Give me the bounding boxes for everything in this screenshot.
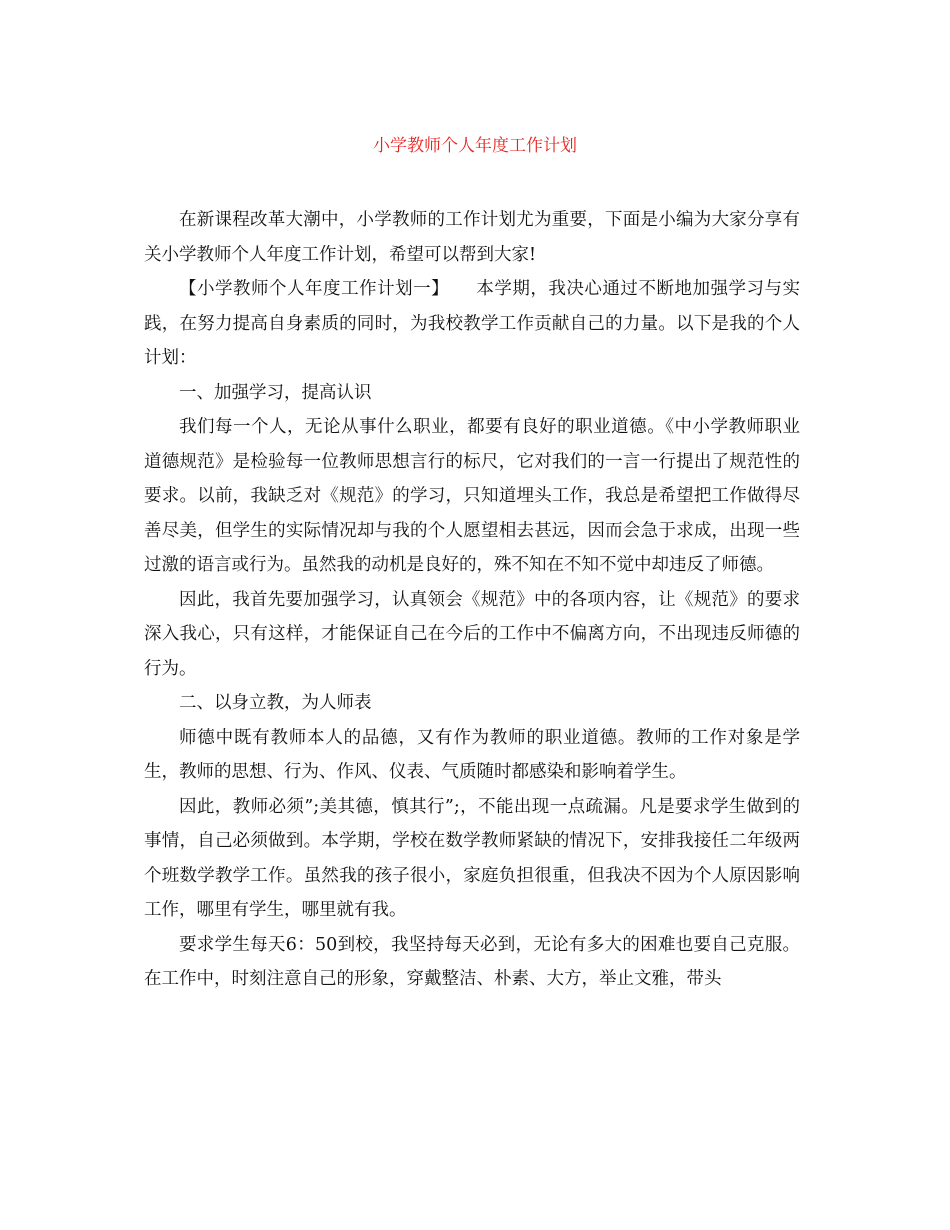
section-heading-1: 一、加强学习，提高认识 (179, 382, 372, 403)
paragraph: 因此，教师必须”;美其德，慎其行”;，不能出现一点疏漏。凡是要求学生做到的事情，自己必须做到。本学期，学校在数学教师紧缺的情况下，安排我接任二年级两个班数学教学工作。虽然我的孩子很小，家庭负担很重，但我决不因为个人原因影响工作，哪里有学生，哪里就有我。 (144, 796, 800, 920)
document-title: 小学教师个人年度工作计划 (373, 136, 577, 156)
document-body (144, 203, 800, 997)
paragraph-plan-one: 【小学教师个人年度工作计划一】 本学期，我决心通过不断地加强学习与实践，在努力提高自身素质的同时，为我校教学工作贡献自己的力量。以下是我的个人计划： (144, 279, 800, 368)
paragraph: 要求学生每天6：50到校，我坚持每天必到，无论有多大的困难也要自己克服。在工作中，时刻注意自己的形象，穿戴整洁、朴素、大方，举止文雅，带头 (144, 934, 800, 989)
paragraph: 我们每一个人，无论从事什么职业，都要有良好的职业道德。《中小学教师职业道德规范》是检验每一位教师思想言行的标尺，它对我们的一言一行提出了规范性的要求。以前，我缺乏对《规范》的学习，只知道埋头工作，我总是希望把工作做得尽善尽美，但学生的实际情况却与我的个人愿望相去甚远，因而会急于求成，出现一些过激的语言或行为。虽然我的动机是良好的，殊不知在不知不觉中却违反了师德。 (144, 417, 800, 575)
section-heading-2: 二、以身立教，为人师表 (179, 693, 372, 713)
paragraph: 因此，我首先要加强学习，认真领会《规范》中的各项内容，让《规范》的要求深入我心，只有这样，才能保证自己在今后的工作中不偏离方向，不出现违反师德的行为。 (144, 589, 800, 679)
paragraph-intro: 在新课程改革大潮中，小学教师的工作计划尤为重要，下面是小编为大家分享有关小学教师个人年度工作计划，希望可以帮到大家! (144, 210, 800, 265)
paragraph: 师德中既有教师本人的品德，又有作为教师的职业道德。教师的工作对象是学生，教师的思想、行为、作风、仪表、气质随时都感染和影响着学生。 (144, 727, 800, 782)
